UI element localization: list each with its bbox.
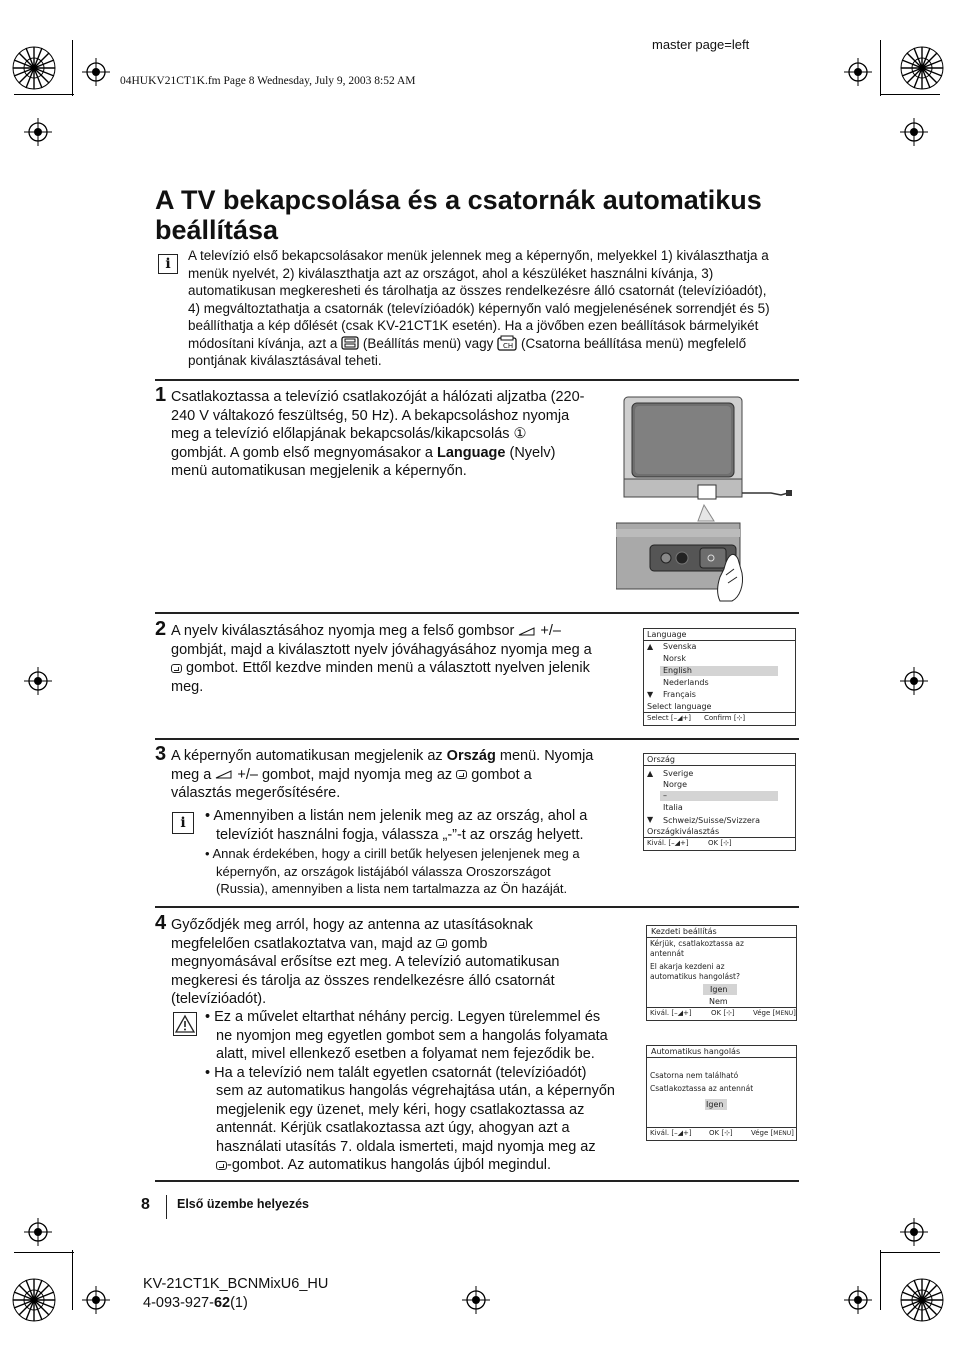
menu-message: antennát [650, 949, 684, 958]
menu-message: Csatlakoztassa az antennát [650, 1084, 754, 1093]
footer-select: Kivál. [–◢+] [647, 839, 689, 847]
step3-note: • Amennyiben a listán nem jelenik meg az az ország, ahol a televíziót használni fogja, válassza „-”-t az ország helyett. [205, 808, 588, 843]
step4-warnings: • Ez a művelet eltarthat néhány percig. Legyen türelemmel és ne nyomjon meg egyetlen gombot sem a hangolás folyamata alatt, mivel ellenkező esetben a folyamat nem fejeződik be. • Ha a televízió nem talált egyetlen csatornát (televízióadót) sem az automatikus hangolás végrehajtása után, a képernyőn megjelenik egy üzenet, mely kéri, hogy csatlakoztassa az antennát. Kérjük csatlakoztassa azt úgy, ahogyan azt a használati utasítás 7. oldala ismerteti, majd nyomja meg az -gombot. Az automatikus hangolás újból megindul. [205, 1009, 615, 1173]
ok-button-icon [436, 939, 447, 948]
registration-target-icon [10, 44, 58, 92]
svg-text:CH: CH [503, 341, 514, 350]
crosshair-target-icon [844, 58, 872, 86]
menu-item[interactable]: – [663, 791, 667, 800]
menu-item[interactable]: Français [663, 690, 696, 699]
ok-button-icon [456, 770, 467, 779]
menu-footer [647, 1007, 796, 1020]
intro-line: automatikusan megkeresheti és tárolhatja az összes rendelkezésre álló csatornát (televízióadót), [188, 283, 767, 298]
crosshair-target-icon [82, 1286, 110, 1314]
menu-item[interactable]: Svenska [663, 642, 697, 651]
setup-menu-icon [341, 336, 359, 350]
crosshair-target-icon [900, 1218, 928, 1246]
crosshair-target-icon [82, 58, 110, 86]
footer-confirm: OK [⊹] [708, 839, 732, 847]
section-divider [155, 612, 799, 614]
scroll-down-icon: ▼ [647, 815, 654, 824]
crosshair-target-icon [462, 1286, 490, 1314]
menu-option-yes[interactable]: Igen [706, 1100, 724, 1109]
section-divider [155, 1180, 799, 1182]
footer-exit: Vége [MENU] [751, 1129, 794, 1137]
step-number: 2 [155, 618, 167, 640]
step1-text: Csatlakoztassa a televízió csatlakozóját a hálózati aljzatba (220- 240 V váltakozó feszültség, 50 Hz). A bekapcsoláshoz nyomja meg a televízió előlapjának bekapcsolás/kikapcsolás ① gombját. A gomb első megnyomásakor a Language (Nyelv) menü automatikusan megjelenik a képernyőn. [171, 389, 585, 479]
menu-selection-highlight [660, 791, 778, 801]
menu-message: Csatorna nem található [650, 1071, 739, 1080]
step3-note-secondary: • Annak érdekében, hogy a cirill betűk helyesen jelenjenek meg a képernyőn, az országok listájából válassza Oroszországot (Russia), amennyiben a lista nem tartalmazza az Ön hazáját. [205, 846, 580, 896]
footer-select: Select [–◢+] [647, 714, 692, 722]
footer-select: Kivál. [–◢+] [650, 1009, 692, 1017]
intro-line: menük nyelvét, 2) kiválaszthatja azt az országot, ahol a készüléket használni kívánja, 3) [188, 265, 714, 281]
crosshair-target-icon [844, 1286, 872, 1314]
section-divider [155, 738, 799, 740]
volume-button-icon [215, 770, 233, 779]
crosshair-target-icon [24, 118, 52, 146]
menu-title: Kezdeti beállítás [651, 927, 717, 936]
initial-setup-menu [646, 925, 797, 1021]
menu-message: El akarja kezdeni az [650, 962, 725, 971]
model-code: KV-21CT1K_BCNMixU6_HU [143, 1276, 329, 1292]
footer-confirm: Confirm [⊹] [704, 714, 746, 722]
scroll-down-icon: ▼ [647, 690, 654, 699]
intro-line: 4) megváltoztathatja a csatornák (televízióadók) képernyőn való megjelenésének sorrendjét és 5) [188, 300, 770, 316]
file-info: 04HUKV21CT1K.fm Page 8 Wednesday, July 9, 2003 8:52 AM [120, 75, 416, 87]
step-number: 3 [155, 743, 167, 765]
footer-confirm: OK [⊹] [709, 1129, 733, 1137]
warning-icon [173, 1012, 197, 1036]
menu-item[interactable]: Sverige [663, 769, 694, 778]
model-info [143, 1275, 328, 1313]
menu-item[interactable]: Norsk [663, 654, 686, 663]
footer-confirm: OK [⊹] [711, 1009, 735, 1017]
scroll-up-icon: ▲ [647, 642, 654, 651]
section-divider [155, 379, 799, 381]
menu-title: Ország [647, 755, 675, 764]
registration-target-icon [898, 1276, 946, 1324]
menu-item[interactable]: Italia [663, 803, 683, 812]
page-title [155, 185, 835, 245]
registration-target-icon [898, 44, 946, 92]
section-name: Első üzembe helyezés [177, 1197, 310, 1211]
intro-line: pontjának kiválasztásával teheti. [188, 353, 382, 368]
step-number: 4 [155, 912, 167, 934]
crosshair-target-icon [900, 667, 928, 695]
crosshair-target-icon [900, 118, 928, 146]
intro-line: módosítani kívánja, azt a (Beállítás menü) vagy CH (Csatorna beállítása menü) megfelelő [188, 335, 747, 351]
step-number: 1 [155, 384, 167, 406]
menu-message: Kérjük, csatlakoztassa az [650, 939, 744, 948]
menu-title: Language [647, 630, 687, 639]
page-title-line1: A TV bekapcsolása és a csatornák automatikus [155, 185, 762, 215]
menu-option-yes[interactable]: Igen [710, 985, 728, 994]
crosshair-target-icon [24, 667, 52, 695]
page-title-line2: beállítása [155, 215, 279, 245]
part-number: 4-093-927-62(1) [143, 1295, 248, 1311]
footer-separator [166, 1195, 167, 1219]
footer-select: Kivál. [–◢+] [650, 1129, 692, 1137]
intro-line: beállíthatja a kép dőlését (csak KV-21CT1K esetén). Ha a jövőben ezen beállítások bármelyikét [188, 318, 759, 333]
registration-target-icon [10, 1276, 58, 1324]
info-icon: i [172, 812, 194, 834]
country-menu [643, 753, 796, 851]
tv-illustration [616, 393, 796, 603]
ok-button-icon [171, 664, 182, 673]
menu-item[interactable]: Norge [663, 780, 688, 789]
menu-footer [644, 837, 795, 850]
menu-item[interactable]: Schweiz/Suisse/Svizzera [663, 816, 760, 825]
menu-footer [647, 1127, 796, 1140]
language-menu [643, 628, 796, 726]
info-icon: i [158, 254, 178, 274]
menu-message: automatikus hangolást? [650, 972, 740, 981]
menu-option-no[interactable]: Nem [709, 997, 728, 1006]
channel-setup-icon [497, 335, 517, 351]
master-page-label: master page=left [652, 37, 750, 52]
page-number: 8 [141, 1196, 150, 1213]
footer-exit: Vége [MENU] [753, 1009, 796, 1017]
ok-button-icon [216, 1161, 227, 1170]
intro-line: A televízió első bekapcsolásakor menük jelennek meg a képernyőn, melyekkel 1) kiválaszthatja a [188, 248, 769, 263]
volume-button-icon [518, 627, 536, 636]
menu-prompt: Országkiválasztás [647, 827, 720, 836]
step3-text: A képernyőn automatikusan megjelenik az Ország menü. Nyomja meg a +/– gombot, majd nyomja meg az gombot a választás megerősítésére. [171, 748, 594, 801]
step2-text: A nyelv kiválasztásához nyomja meg a felső gombsor +/– gombját, majd a kiválasztott nyelv jóváhagyásához nyomja meg a gombot. Ettől kezdve minden menü a választott nyelven jelenik meg. [171, 623, 592, 695]
menu-title: Automatikus hangolás [651, 1047, 741, 1056]
scroll-up-icon: ▲ [647, 769, 654, 778]
menu-item[interactable]: English [663, 666, 692, 675]
auto-tuning-menu [646, 1045, 797, 1141]
menu-footer [644, 712, 795, 725]
section-divider [155, 906, 799, 908]
step4-text: Győződjék meg arról, hogy az antenna az utasításoknak megfelelően csatlakoztatva van, majd az gomb megnyomásával erősítse ezt meg. A televízió automatikusan megkeresi és tárolja az összes rendelkezésre álló csatornát (televízióadót). [171, 917, 560, 1007]
menu-item[interactable]: Nederlands [663, 678, 709, 687]
intro-paragraph [188, 247, 798, 370]
menu-prompt: Select language [647, 702, 712, 711]
crosshair-target-icon [24, 1218, 52, 1246]
